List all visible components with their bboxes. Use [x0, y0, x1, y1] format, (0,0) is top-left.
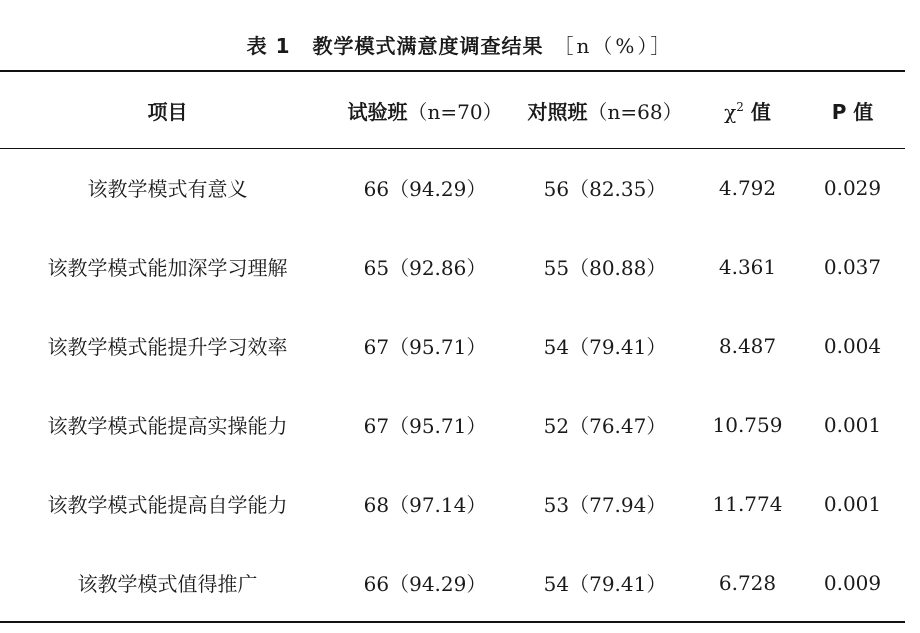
table-unit: ［n（%）］ [553, 34, 674, 58]
row-item: 该教学模式值得推广 [77, 572, 258, 596]
row-trial: 66（94.29） [363, 177, 487, 201]
row-p: 0.009 [823, 570, 882, 595]
table-row [0, 306, 905, 385]
row-item: 该教学模式能提高自学能力 [47, 493, 288, 517]
row-trial: 67（95.71） [363, 414, 487, 438]
row-trial: 66（94.29） [363, 572, 487, 596]
row-chi2: 4.792 [718, 175, 777, 200]
header-control-name: 对照班 [527, 99, 588, 124]
table-number: 表 1 [246, 34, 291, 58]
satisfaction-table [0, 72, 905, 622]
row-control: 52（76.47） [543, 414, 667, 438]
table-row [0, 543, 905, 622]
row-item: 该教学模式能加深学习理解 [47, 256, 288, 280]
row-item: 该教学模式能提升学习效率 [47, 335, 288, 359]
row-item: 该教学模式有意义 [87, 177, 248, 201]
row-chi2: 10.759 [712, 412, 783, 437]
table-caption [0, 30, 920, 59]
table-row [0, 464, 905, 543]
table-row [0, 385, 905, 464]
chi-word: 值 [750, 99, 771, 124]
chi-superscript: 2 [736, 99, 744, 114]
header-trial-n: （n=70） [407, 99, 503, 124]
header-trial-name: 试验班 [347, 99, 408, 124]
row-p: 0.001 [823, 491, 882, 516]
row-p: 0.029 [823, 175, 882, 200]
header-trial-group [335, 72, 515, 148]
table-row [0, 227, 905, 306]
row-chi2: 6.728 [718, 570, 777, 595]
row-control: 54（79.41） [543, 335, 667, 359]
row-control: 53（77.94） [543, 493, 667, 517]
header-row [0, 72, 905, 148]
table-title: 教学模式满意度调查结果 [312, 34, 544, 58]
row-control: 55（80.88） [543, 256, 667, 280]
row-chi2: 4.361 [718, 254, 777, 279]
header-control-group [515, 72, 695, 148]
row-trial: 67（95.71） [363, 335, 487, 359]
chi-symbol: χ [724, 99, 737, 124]
header-item: 项目 [147, 99, 188, 124]
header-chi-square [695, 72, 800, 148]
row-p: 0.037 [823, 254, 882, 279]
row-item: 该教学模式能提高实操能力 [47, 414, 288, 438]
row-p: 0.004 [823, 333, 882, 358]
row-chi2: 8.487 [718, 333, 777, 358]
row-control: 56（82.35） [543, 177, 667, 201]
row-control: 54（79.41） [543, 572, 667, 596]
row-trial: 68（97.14） [363, 493, 487, 517]
row-p: 0.001 [823, 412, 882, 437]
row-chi2: 11.774 [712, 491, 783, 516]
table-row [0, 148, 905, 227]
header-control-n: （n=68） [587, 99, 683, 124]
header-p-value: P 值 [831, 99, 874, 124]
row-trial: 65（92.86） [363, 256, 487, 280]
